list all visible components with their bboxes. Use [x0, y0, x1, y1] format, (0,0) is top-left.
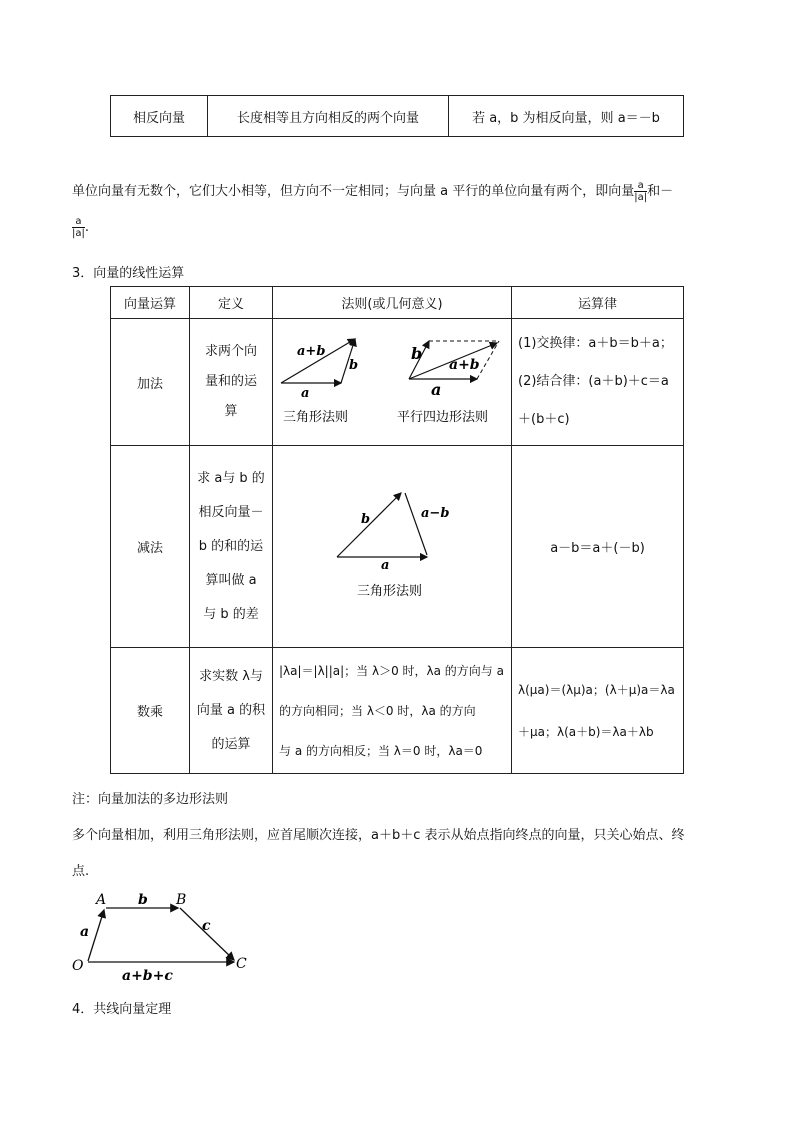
triangle-label-a: a [301, 386, 310, 401]
sub-definition [190, 446, 273, 648]
opposite-term-cell: 相反向量 [111, 96, 208, 137]
poly-label-b: b [138, 892, 148, 908]
opposite-definition-cell: 长度相等且方向相反的两个向量 [208, 96, 449, 137]
sub-label-amb: a−b [421, 505, 450, 521]
poly-point-C: C [236, 956, 247, 972]
mul-def-line: 的运算 [211, 736, 251, 752]
poly-label-a: a [80, 924, 90, 940]
unit-vector-text: 单位向量有无数个，它们大小相等，但方向不一定相同；与向量 a 平行的单位向量有两个，即向量 [72, 184, 635, 199]
linear-operations-table [110, 286, 684, 774]
unit-vector-paragraph [72, 180, 673, 203]
note-text-line-1: 多个向量相加，利用三角形法则，应首尾顺次连接，a＋b＋c 表示从始点指向终点的向量，只关心始点、终 [72, 828, 685, 843]
parallelogram-label-apb: a+b [449, 357, 480, 373]
mul-name: 数乘 [111, 648, 190, 774]
header-law: 运算律 [512, 287, 684, 319]
add-law-line: (2)结合律：(a＋b)＋c＝a [518, 374, 669, 389]
unit-vector-neg-fraction: $\frac{a}{|a|}$ [72, 216, 85, 239]
sub-label-b: b [361, 511, 371, 527]
mul-rule-line: 与 a 的方向相反；当 λ＝0 时，λa＝0 [279, 743, 483, 758]
sub-rule-figure [273, 487, 511, 607]
opposite-vector-table [110, 95, 684, 137]
note-title: 注：向量加法的多边形法则 [72, 792, 229, 807]
sub-law: a－b＝a＋(－b) [512, 446, 684, 648]
sub-triangle-rule-label: 三角形法则 [357, 583, 423, 599]
header-definition: 定义 [190, 287, 273, 319]
sub-def-line: b 的和的运 [198, 538, 264, 554]
unit-vector-and: 和－ [647, 184, 674, 199]
header-operation: 向量运算 [111, 287, 190, 319]
unit-vector-paragraph-cont [72, 216, 89, 239]
polygon-rule-figure [66, 888, 266, 988]
add-triangle-rule-label: 三角形法则 [283, 410, 349, 425]
note-text-line-2: 点. [72, 864, 90, 879]
mul-def-line: 求实数 λ与 [199, 668, 263, 684]
sub-label-a: a [381, 557, 390, 573]
poly-c-arrow [180, 908, 234, 960]
header-rule: 法则(或几何意义) [273, 287, 512, 319]
unit-vector-end: . [84, 220, 90, 235]
mul-def-line: 向量 a 的积 [196, 702, 266, 718]
sub-rule [273, 446, 512, 648]
add-def-line: 求两个向 [204, 344, 257, 359]
mul-law-line: ＋μa；λ(a＋b)＝λa＋λb [518, 724, 654, 739]
section-4-title: 4．共线向量定理 [72, 1002, 172, 1017]
mul-rule-line: 的方向相同；当 λ＜0 时，λa 的方向 [279, 703, 476, 718]
add-law-line: ＋(b＋c) [518, 412, 570, 427]
add-law-line: (1)交换律：a＋b＝b＋a； [518, 336, 673, 351]
mul-rule-line: |λa|＝|λ||a|；当 λ＞0 时，λa 的方向与 a [279, 663, 504, 678]
add-law [512, 319, 684, 446]
unit-vector-fraction: $\frac{a}{|a|}$ [634, 180, 648, 203]
parallelogram-label-a: a [431, 380, 442, 399]
add-rule [273, 319, 512, 446]
mul-law-line: λ(μa)＝(λμ)a；(λ＋μ)a＝λa [518, 682, 675, 697]
sub-def-line: 相反向量－ [198, 504, 264, 520]
poly-a-arrow [88, 910, 104, 961]
mul-rule [273, 648, 512, 774]
mul-law [512, 648, 684, 774]
add-def-line: 算 [224, 404, 238, 419]
parallelogram-label-b: b [411, 344, 423, 363]
sub-amb-line [405, 493, 427, 555]
add-rule-figure [273, 337, 511, 427]
sub-def-line: 算叫做 a [205, 572, 257, 588]
poly-label-sum: a+b+c [122, 968, 173, 984]
poly-point-B: B [176, 892, 187, 908]
add-def-line: 量和的运 [204, 374, 257, 389]
add-parallelogram-rule-label: 平行四边形法则 [397, 410, 489, 425]
sub-name: 减法 [111, 446, 190, 648]
opposite-note-cell: 若 a，b 为相反向量，则 a＝－b [449, 96, 684, 137]
poly-point-A: A [96, 892, 107, 908]
triangle-label-b: b [349, 358, 359, 373]
poly-point-O: O [72, 958, 84, 974]
poly-label-c: c [202, 918, 211, 934]
sub-def-line: 与 b 的差 [203, 606, 259, 622]
triangle-label-apb: a+b [297, 344, 326, 359]
add-definition [190, 319, 273, 446]
sub-def-line: 求 a与 b 的 [197, 470, 265, 486]
mul-definition [190, 648, 273, 774]
add-name: 加法 [111, 319, 190, 446]
section-3-title: 3．向量的线性运算 [72, 266, 185, 281]
